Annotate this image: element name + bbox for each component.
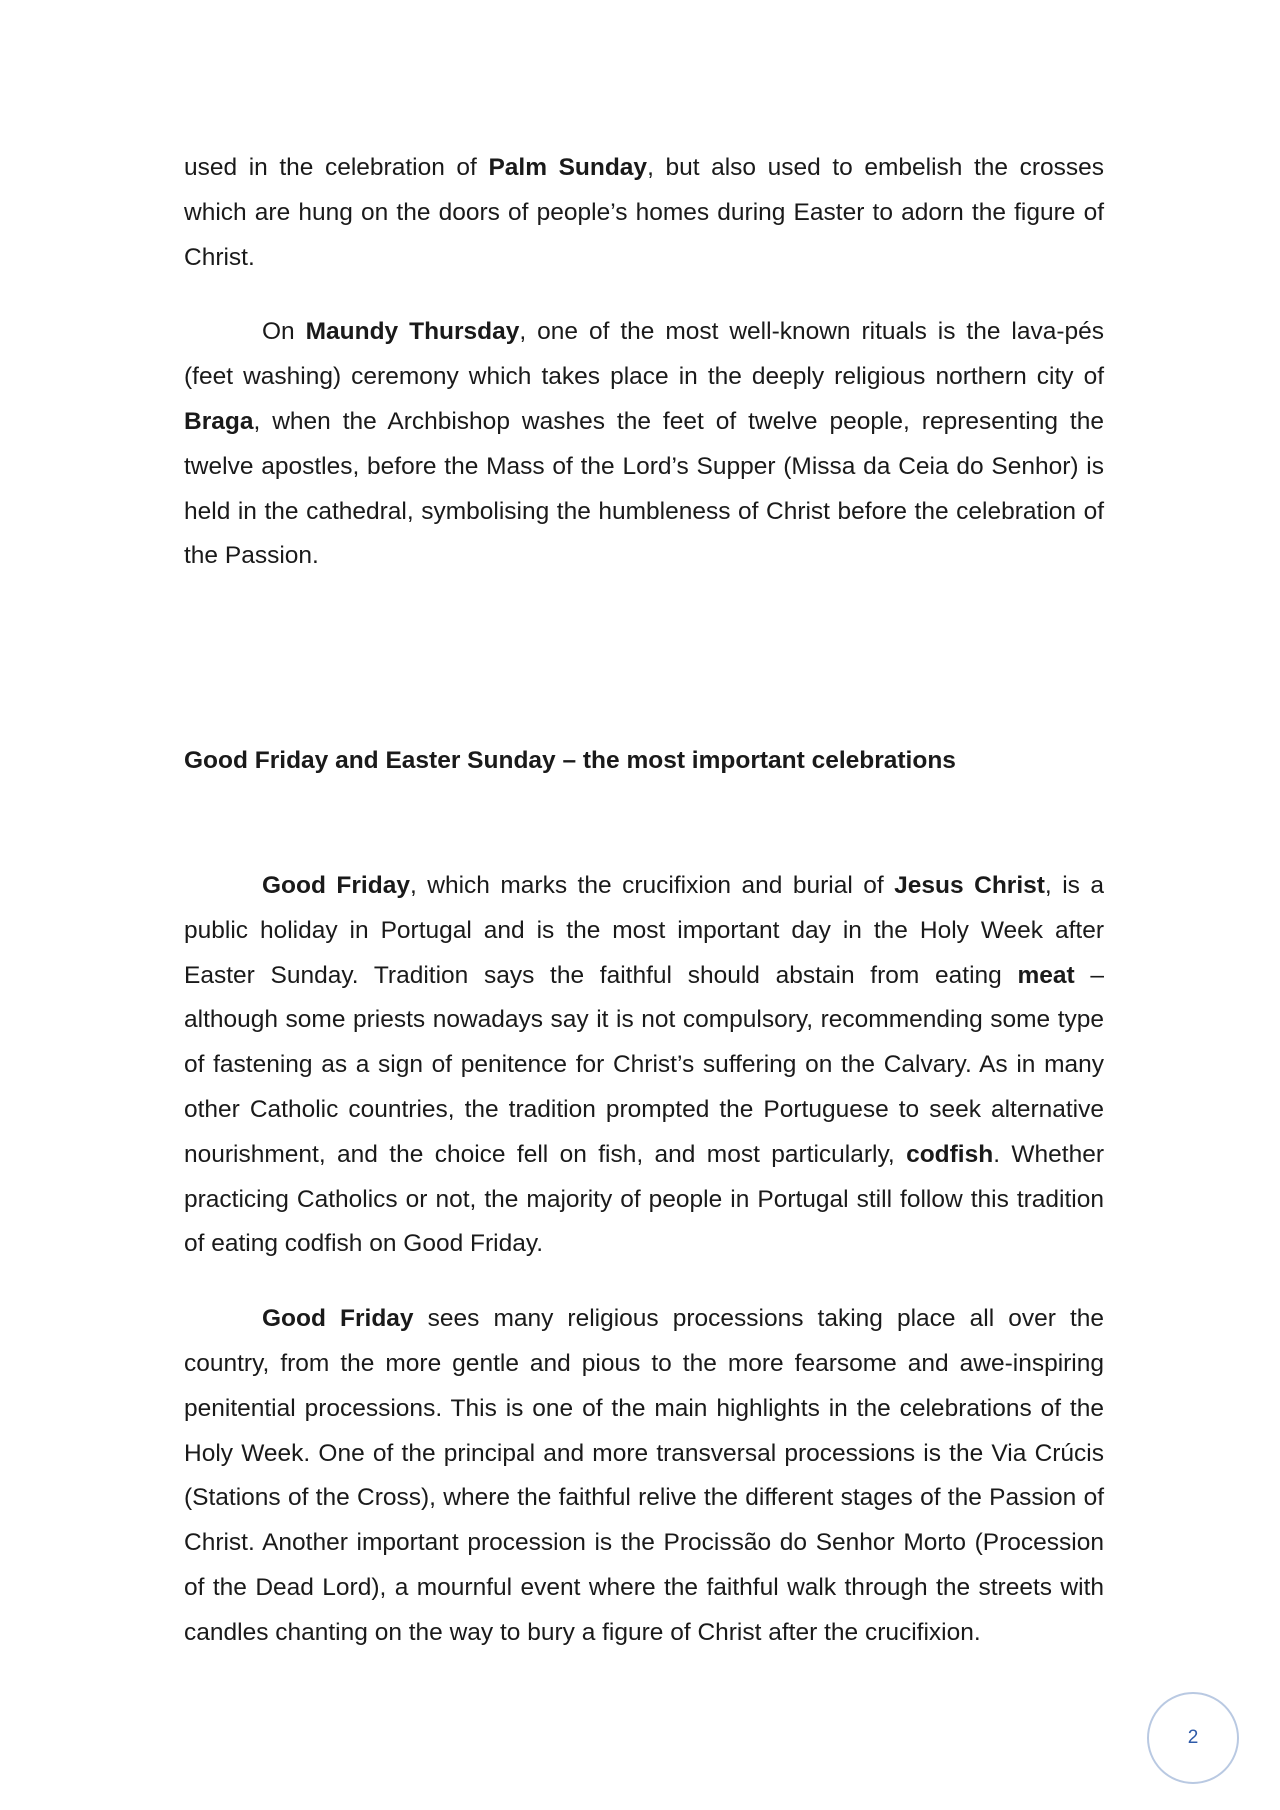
text-run: , when the Archbishop washes the feet of twelve people, representing the twelve apostles, before the Mass of the Lord’s Supper (Missa da Ceia do Senhor) is held in the cathedral, symbolising the humbleness of Christ before the celebration of the Passion. — [184, 407, 1104, 570]
paragraph-good-friday-meaning — [184, 864, 1104, 1267]
paragraph-good-friday-processions — [184, 1297, 1104, 1655]
bold-term-meat: meat — [1017, 961, 1075, 989]
paragraph-maundy-thursday — [184, 310, 1104, 579]
bold-term-palm-sunday: Palm Sunday — [488, 154, 648, 181]
bold-term-jesus-christ: Jesus Christ — [894, 871, 1045, 899]
bold-term-maundy-thursday: Maundy Thursday — [305, 318, 520, 346]
text-run: , which marks the crucifixion and burial of — [409, 871, 895, 899]
text-run: , but also used to embelish the crosses which are hung on the doors of people’s homes during Easter to adorn the figure of Christ. — [184, 154, 1105, 271]
text-run: , one of the most well-known rituals is the lava-pés (feet washing) ceremony which takes place in the deeply religious northern city of — [184, 318, 1105, 391]
paragraph-palm-sunday — [184, 146, 1104, 280]
text-run: , is a public holiday in Portugal and is the most important day in the Holy Week after Easter Sunday. Tradition says the faithful should abstain from eating — [184, 871, 1104, 989]
text-run: sees many religious processions taking place all over the country, from the more gentle and pious to the more fearsome and awe-inspiring penitential processions. This is one of the main highlights in the celebrations of the Holy Week. One of the principal and more transversal processions is the Via Crúcis (Stations of the Cross), where the faithful relive the different stages of the Passion of Christ. Another important procession is the Procissão do Senhor Morto (Procession of the Dead Lord), a mournful event where the faithful walk through the streets with candles chanting on the way to bury a figure of Christ after the crucifixion. — [184, 1305, 1104, 1646]
text-run: – although some priests nowadays say it is not compulsory, recommending some type of fastening as a sign of penitence for Christ’s suffering on the Calvary. As in many other Catholic countries, the tradition prompted the Portuguese to seek alternative nourishment, and the choice fell on fish, and most particularly, — [184, 961, 1105, 1168]
page-number: 2 — [1187, 1727, 1199, 1748]
page-number-badge — [1147, 1692, 1239, 1784]
bold-term-good-friday: Good Friday — [262, 1305, 414, 1333]
text-run: used in the celebration of — [184, 154, 489, 181]
bold-term-braga: Braga — [184, 407, 254, 435]
text-run: . Whether practicing Catholics or not, the majority of people in Portugal still follow this tradition of eating codfish on Good Friday. — [184, 1140, 1104, 1258]
bold-term-good-friday: Good Friday — [262, 871, 410, 899]
section-heading: Good Friday and Easter Sunday – the most important celebrations — [184, 747, 956, 775]
page-content — [184, 146, 1104, 1656]
text-run: On — [262, 318, 306, 346]
bold-term-codfish: codfish — [906, 1140, 994, 1168]
